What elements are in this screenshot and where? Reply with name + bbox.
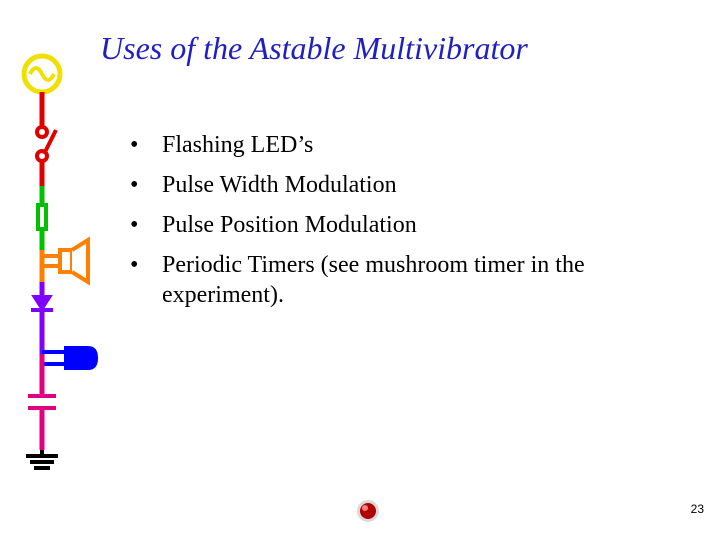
ac-source-icon <box>24 56 60 92</box>
list-item <box>128 250 688 310</box>
bullet-text: Periodic Timers (see mushroom timer in the experiment). <box>162 252 585 308</box>
ground-icon <box>26 450 58 468</box>
resistor-icon <box>38 205 46 229</box>
bullet-dot: • <box>130 172 139 198</box>
list-item <box>128 130 688 160</box>
bullet-text: Flashing LED’s <box>162 132 314 158</box>
list-item <box>128 170 688 200</box>
speaker-icon <box>42 240 88 282</box>
slide-title: Uses of the Astable Multivibrator <box>100 30 528 66</box>
circuit-decoration <box>0 0 110 540</box>
nav-button-icon[interactable] <box>356 499 380 523</box>
list-item <box>128 210 688 240</box>
bullet-dot: • <box>130 132 139 158</box>
bullet-text: Pulse Width Modulation <box>162 172 397 198</box>
capacitor-icon <box>28 396 56 408</box>
switch-icon <box>37 127 56 161</box>
bullet-list <box>128 130 688 320</box>
led-icon <box>42 346 98 370</box>
bullet-dot: • <box>130 252 139 278</box>
diode-icon <box>31 296 53 310</box>
page-number: 23 <box>690 502 704 516</box>
bullet-text: Pulse Position Modulation <box>162 212 417 238</box>
bullet-dot: • <box>130 212 139 238</box>
